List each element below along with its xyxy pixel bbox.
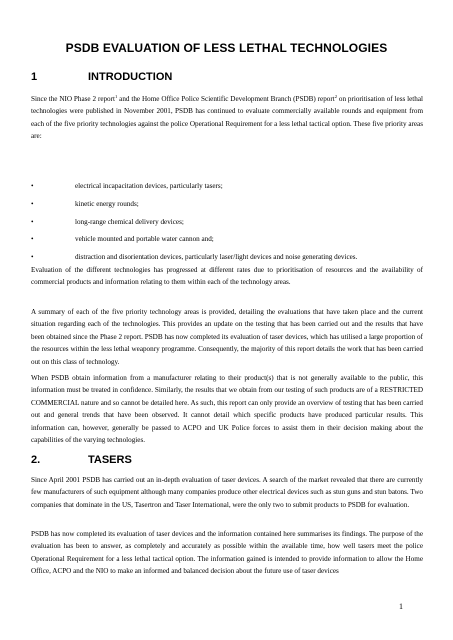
bullet-marker: • xyxy=(31,253,34,262)
bullet-marker: • xyxy=(31,199,34,208)
list-item-text: electrical incapacitation devices, particularly tasers; xyxy=(75,182,223,190)
intro-text-part: Since the NIO Phase 2 report xyxy=(31,95,115,103)
section-title: TASERS xyxy=(88,454,132,466)
document-title: PSDB EVALUATION OF LESS LETHAL TECHNOLOGIES xyxy=(65,41,388,55)
list-item xyxy=(31,198,423,216)
body-paragraph: Evaluation of the different technologies has progressed at different rates due to prioritisation of resources and the availability of commercial products and information relating to them within each of the technology areas. xyxy=(31,266,423,287)
list-item xyxy=(31,180,423,198)
section-number: 2. xyxy=(31,454,41,466)
list-item-text: kinetic energy rounds; xyxy=(75,199,139,208)
bullet-marker: • xyxy=(31,235,34,244)
bullet-marker: • xyxy=(31,217,34,226)
list-item xyxy=(31,233,423,251)
section-title: INTRODUCTION xyxy=(88,71,173,83)
priority-areas-list xyxy=(31,180,423,264)
section-heading-tasers xyxy=(31,454,423,466)
footnote-ref: 2 xyxy=(334,94,338,99)
section-number: 1 xyxy=(31,71,38,83)
list-item-text: long-range chemical delivery devices; xyxy=(75,217,184,226)
bullet-marker: • xyxy=(31,182,34,190)
body-paragraph: When PSDB obtain information from a manufacturer relating to their product(s) that is not generally available to the public, this information must be treated in confidence. Similarly, the results that we obtain from our testing of such products are of a RESTRICTED COMMERCIAL nature and so cannot be detailed here. As such, this report can only provide an overview of testing that has been carried out and general trends that have been observed. It cannot detail which specific products have produced particular results. This information can, however, generally be passed to ACPO and UK Police forces to assist them in their decision making about the capabilities of the varying technologies. xyxy=(31,374,423,445)
intro-text-part: on prioritisation of less lethal technologies were published in November 2001, PSDB has continued to evaluate commercially available rounds and equipment from each of the five priority technologies against the police Operational Requirement for a less lethal tactical option. These five priority areas are: xyxy=(31,95,423,141)
intro-text-part: and the Home Office Police Scientific Development Branch (PSDB) report xyxy=(117,95,335,103)
section-heading-introduction xyxy=(31,71,423,83)
list-item xyxy=(31,216,423,234)
footnote-ref: 1 xyxy=(115,94,118,99)
list-item-text: vehicle mounted and portable water cannon and; xyxy=(75,235,214,244)
body-paragraph: Since April 2001 PSDB has carried out an in-depth evaluation of taser devices. A search of the market revealed that there are currently few manufacturers of such equipment although many companies produce other electrical devices such as stun guns and stun batons. Two companies that dominate in the US, Tasertron and Taser International, were the only two to submit products to PSDB for evaluation. xyxy=(31,476,423,509)
list-item xyxy=(31,251,423,263)
body-paragraph: PSDB has now completed its evaluation of taser devices and the information contained here summarises its findings. The purpose of the evaluation has been to answer, as completely and accurately as possible within the available time, how well tasers meet the police Operational Requirement for a less lethal tactical option. The information gained is intended to provide information to allow the Home Office, ACPO and the NIO to make an informed and balanced decision about the future use of taser devices xyxy=(31,530,423,576)
list-item-text: distraction and disorientation devices, particularly laser/light devices and noise generating devices. xyxy=(75,253,358,262)
body-paragraph: A summary of each of the five priority technology areas is provided, detailing the evaluations that have taken place and the current situation regarding each of the technologies. This provides an update on the testing that has been carried out and the results that have been obtained since the Phase 2 report. PSDB has now completed its evaluation of taser devices, which has utilised a large proportion of the resources within the less lethal weaponry programme. Consequently, the majority of this report details the work that has been carried out on this class of technology. xyxy=(31,308,423,366)
intro-paragraph xyxy=(31,93,423,143)
page-number: 1 xyxy=(399,602,403,611)
